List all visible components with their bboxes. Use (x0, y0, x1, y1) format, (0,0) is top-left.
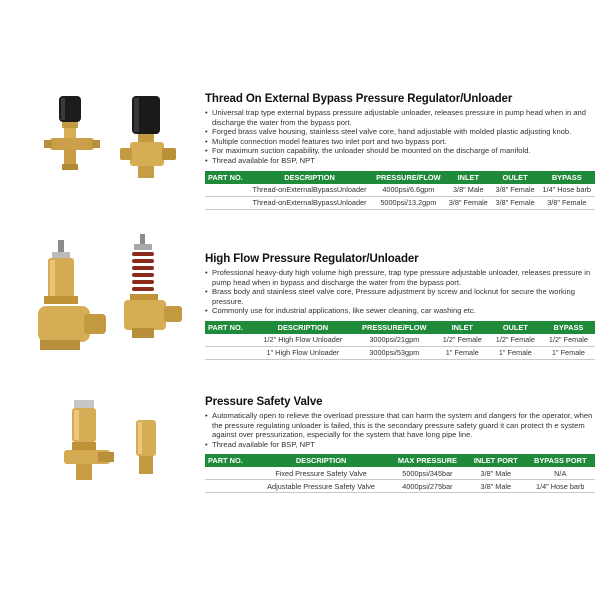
spec-table (205, 454, 595, 493)
table-cell (205, 480, 253, 493)
table-row (205, 346, 595, 359)
feature-list (205, 268, 595, 316)
table-cell: 3/8" Female (538, 196, 595, 209)
column-header: INLET (445, 171, 492, 184)
table-cell: 1/4" Hose barb (538, 184, 595, 197)
table-cell: 3/8" Male (466, 467, 525, 480)
table-row (205, 184, 595, 197)
table-cell: 1" Female (542, 346, 595, 359)
section-title: Pressure Safety Valve (205, 396, 323, 408)
table-cell: 3/8" Male (445, 184, 492, 197)
table-cell: 1/2" Female (436, 334, 489, 347)
unloader-large-photo (116, 92, 180, 182)
table-cell: 1/4" Hose barb (526, 480, 596, 493)
table-cell: N/A (526, 467, 596, 480)
table-cell (205, 467, 253, 480)
high-flow-unloader-photo (30, 236, 110, 356)
table-cell (205, 184, 247, 197)
column-header: DESCRIPTION (253, 321, 353, 334)
column-header: BYPASS (538, 171, 595, 184)
feature-item: • Brass body and stainless steel valve core, Pressure adjustment by screw and locknut for secure the working pressure. (205, 287, 595, 306)
feature-item: • Universal trap type external bypass pressure adjustable unloader, releases pressure in pump head when in and discharge the water from the bypass port. (205, 108, 595, 127)
table-cell: Thread-onExternalBypassUnloader (247, 184, 372, 197)
feature-item: • Automatically open to relieve the overload pressure that can harm the system and dangers for the operator, when the pressure regulating unloader is failed, this is the secondary pressure safety guard it can protect th e system against over pressurization, especially for the system that have long pipe line. (205, 411, 595, 440)
table-cell: 3/8" Female (445, 196, 492, 209)
column-header: PART NO. (205, 454, 253, 467)
table-cell: 3000psi/21gpm (353, 334, 436, 347)
column-header: PART NO. (205, 171, 247, 184)
table-row (205, 334, 595, 347)
table-row (205, 196, 595, 209)
column-header: BYPASS PORT (526, 454, 596, 467)
table-row (205, 480, 595, 493)
table-cell: 4000psi/6.6gpm (372, 184, 445, 197)
table-row (205, 467, 595, 480)
spring-unloader-photo (116, 232, 186, 342)
table-cell: 1/2" High Flow Unloader (253, 334, 353, 347)
column-header: PRESSURE/FLOW (372, 171, 445, 184)
feature-item: • Thread available for BSP, NPT (205, 440, 595, 450)
column-header: PART NO. (205, 321, 253, 334)
table-cell (205, 334, 253, 347)
table-cell: 1/2" Female (542, 334, 595, 347)
feature-item: • Commonly use for industrial applications, like sewer cleaning, car washing etc. (205, 306, 595, 316)
column-header: BYPASS (542, 321, 595, 334)
table-header-row (205, 321, 595, 334)
section-high-flow-unloader (205, 253, 595, 360)
column-header: DESCRIPTION (253, 454, 388, 467)
table-cell: 3000psi/53gpm (353, 346, 436, 359)
feature-list (205, 108, 595, 166)
table-header-row (205, 454, 595, 467)
spec-table (205, 321, 595, 360)
table-cell: 3/8" Male (466, 480, 525, 493)
table-cell: 3/8" Female (492, 196, 539, 209)
table-cell: 5000psi/13.2gpm (372, 196, 445, 209)
table-cell: 3/8" Female (492, 184, 539, 197)
table-header-row (205, 171, 595, 184)
column-header: MAX PRESSURE (389, 454, 466, 467)
column-header: OULET (492, 171, 539, 184)
feature-item: • Professional heavy-duty high volume high pressure, trap type pressure adjustable unloader, releases pressure in pump head when in bypass and discharge the water from the bypass port. (205, 268, 595, 287)
table-cell: 1" High Flow Unloader (253, 346, 353, 359)
feature-item: • Multiple connection model features two inlet port and two bypass port. (205, 137, 595, 147)
feature-item: • For maximum suction capability, the unloader should be mounted on the discharge of manifold. (205, 146, 595, 156)
section-external-bypass-unloader (205, 93, 595, 210)
table-cell: 1" Female (436, 346, 489, 359)
feature-item: • Forged brass valve housing, stainless steel valve core, hand adjustable with molded plastic adjusting knob. (205, 127, 595, 137)
table-cell: Fixed Pressure Safety Valve (253, 467, 388, 480)
column-header: INLET (436, 321, 489, 334)
table-cell: 1/2" Female (489, 334, 542, 347)
column-header: INLET PORT (466, 454, 525, 467)
table-cell (205, 196, 247, 209)
feature-item: • Thread available for BSP, NPT (205, 156, 595, 166)
table-cell: 4000psi/275bar (389, 480, 466, 493)
adjustable-safety-valve-photo (58, 396, 116, 486)
column-header: PRESSURE/FLOW (353, 321, 436, 334)
section-pressure-safety-valve (205, 396, 595, 493)
feature-list (205, 411, 595, 449)
table-cell (205, 346, 253, 359)
unloader-small-photo (42, 92, 102, 174)
spec-table (205, 171, 595, 210)
column-header: OULET (489, 321, 542, 334)
column-header: DESCRIPTION (247, 171, 372, 184)
table-cell: 1" Female (489, 346, 542, 359)
table-cell: 5000psi/345bar (389, 467, 466, 480)
section-title: High Flow Pressure Regulator/Unloader (205, 253, 419, 265)
fixed-safety-valve-photo (132, 418, 160, 478)
table-cell: Adjustable Pressure Safety Valve (253, 480, 388, 493)
section-title: Thread On External Bypass Pressure Regulator/Unloader (205, 93, 513, 105)
table-cell: Thread-onExternalBypassUnloader (247, 196, 372, 209)
